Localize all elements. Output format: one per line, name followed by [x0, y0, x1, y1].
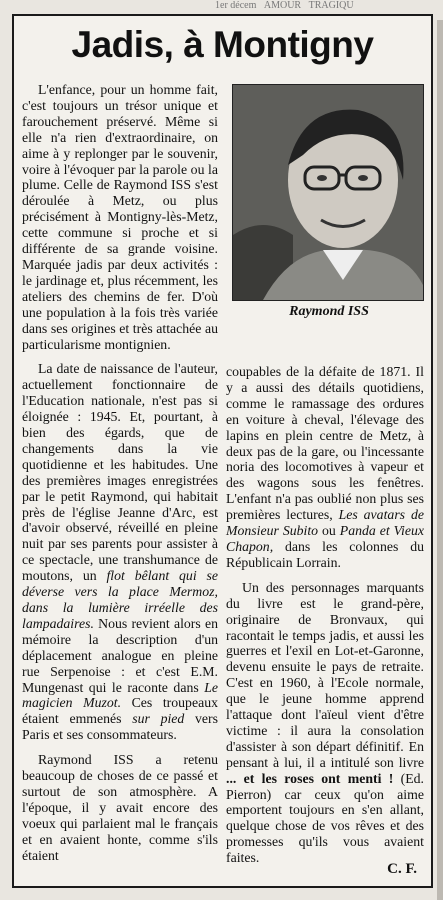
adjacent-article-bleed: 1er décem AMOUR TRAGIQU: [215, 0, 354, 11]
column-right: [226, 364, 424, 875]
author-photo: [232, 84, 424, 301]
author-signature: C. F.: [387, 861, 417, 877]
paragraph: coupables de la défaite de 1871. Il y a aussi des détails quotidiens, comme le ramassage des ordures en voiture à cheval, l'élevage des lapins en plein centre de Metz, à deux pas de la gare, ou l'incessante noria des locomotives à vapeur et des wagons sous les fenêtres. L'enfant n'a pas oublié non plus ses premières lectures, Les avatars de Monsieur Subito ou Panda et Vieux Chapon, dans les colonnes du Républicain Lorrain.: [226, 364, 425, 570]
photo-caption: Raymond ISS: [289, 304, 369, 319]
paragraph: La date de naissance de l'auteur, actuellement fonctionnaire de l'Education nationale, n'est pas si éloignée : 1945. Et, pourtant, à bien des égards, que de changements dans la vie quotidienne et les habitudes. Une des premières images enregistrées par le petit Raymond, qui habitait près de l'église Jeanne d'Arc, est d'avoir observé, réveillé en pleine nuit par ses parents pour assister à ce spectacle, une transhumance de moutons, un flot bêlant qui se déverse vers la place Mermoz, dans la lumière irréelle des lampadaires. Nous revient alors en mémoire la description d'un déplacement analogue en pleine rue Serpenoise : et c'est E.M. Mungenast qui le raconte dans Le magicien Muzot. Ces troupeaux étaient emmenés sur pied vers Paris et ses consommateurs.: [22, 361, 219, 743]
page-edge: [437, 20, 443, 900]
article-box: [12, 14, 433, 888]
paragraph: L'enfance, pour un homme fait, c'est toujours un trésor unique et farouchement préservé. Même si elle n'a rien d'extraordinaire, on aime à y replonger par le souvenir, voire à l'évoquer par la parole ou la plume. Celle de Raymond ISS s'est déroulée à Metz, ou plus précisément à Montigny-lès-Metz, cette commune si proche et si différente de sa grande voisine. Marquée jadis par deux activités : le jardinage et, plus récemment, les ateliers des chemins de fer. D'où une population à la fois très variée dans ses origines et très attachée au particularisme montignien.: [22, 82, 218, 352]
headline: Jadis, à Montigny: [71, 24, 374, 65]
column-left: [22, 82, 218, 873]
paragraph: Un des personnages marquants du livre est le grand-père, originaire de Bronvaux, qui racontait le temps jadis, et aussi les guerres et l'exil en Lot-et-Garonne, devenu ensuite le pays de retraite. C'est en 1960, à l'Ecole normale, que le jeune homme apprend l'attaque dont l'aïeul vient d'être victime : il aura la consolation d'assister à son départ définitif. En pensant à lui, il a intitulé son livre ... et les roses ont menti ! (Ed. Pierron) car ceux qu'on aime emportent toujours en s'en allant, quelque chose de vos rêves et des promesses qu'ils vous avaient faites.: [226, 579, 424, 866]
paragraph: Raymond ISS a retenu beaucoup de choses de ce passé et surtout de son atmosphère. A l'époque, il y avait encore des voeux qui parlaient mal le français et en avaient honte, comme s'ils étaient: [22, 752, 218, 863]
